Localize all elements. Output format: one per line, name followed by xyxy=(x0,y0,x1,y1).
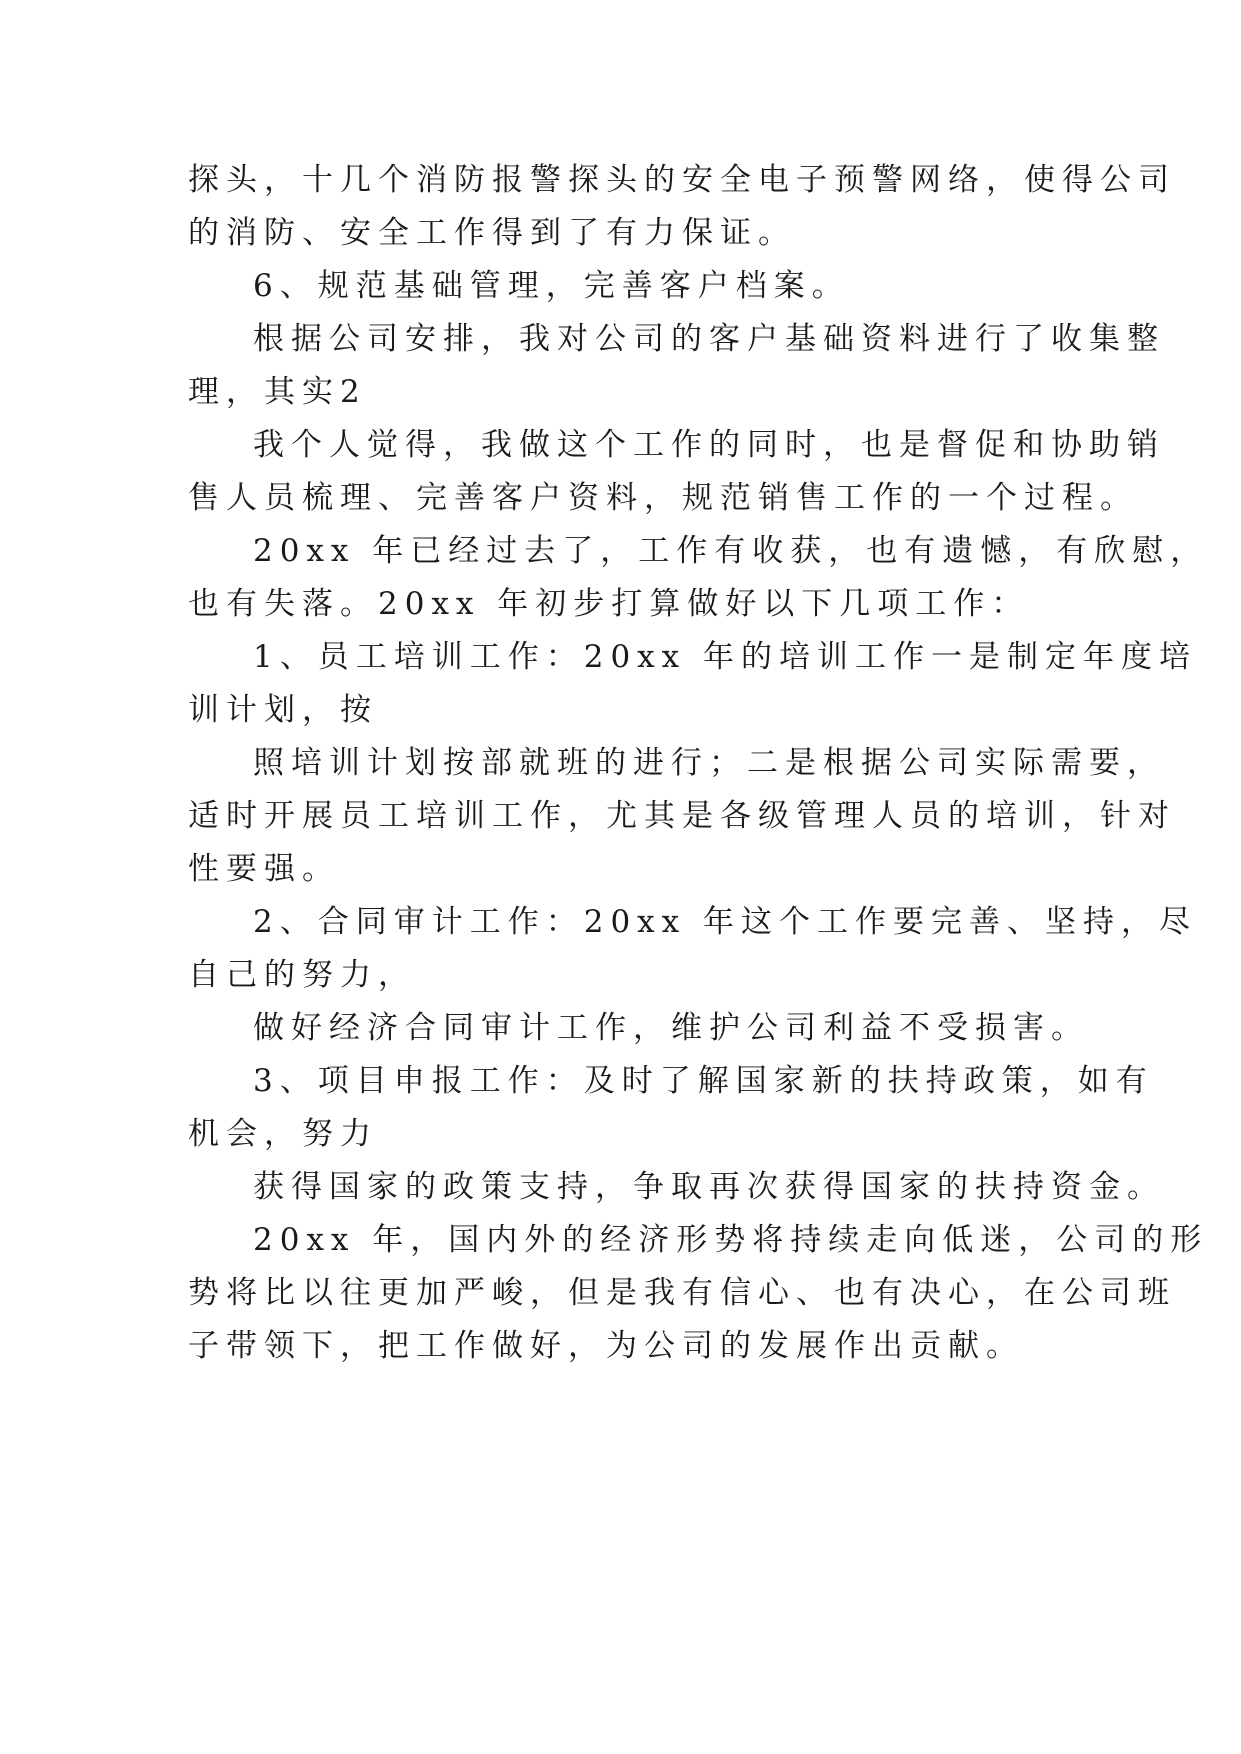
text-line-7: 售人员梳理、完善客户资料，规范销售工作的一个过程。 xyxy=(188,480,1138,516)
text-line-19: 机会，努力 xyxy=(188,1116,378,1152)
text-line-6: 我个人觉得，我做这个工作的同时，也是督促和协助销 xyxy=(253,427,1165,463)
text-line-4: 根据公司安排，我对公司的客户基础资料进行了收集整 xyxy=(253,321,1165,357)
text-line-14: 性要强。 xyxy=(188,851,340,887)
text-line-12: 照培训计划按部就班的进行；二是根据公司实际需要， xyxy=(253,745,1165,781)
text-line-20: 获得国家的政策支持，争取再次获得国家的扶持资金。 xyxy=(253,1169,1165,1205)
text-line-23: 子带领下，把工作做好，为公司的发展作出贡献。 xyxy=(188,1328,1024,1364)
text-line-17: 做好经济合同审计工作，维护公司利益不受损害。 xyxy=(253,1010,1089,1046)
text-line-15: 2、合同审计工作：20xx 年这个工作要完善、坚持，尽 xyxy=(253,904,1197,940)
text-line-10: 1、员工培训工作：20xx 年的培训工作一是制定年度培 xyxy=(253,639,1197,675)
text-line-18: 3、项目申报工作：及时了解国家新的扶持政策，如有 xyxy=(253,1063,1154,1099)
text-line-11: 训计划，按 xyxy=(188,692,378,728)
text-line-8: 20xx 年已经过去了，工作有收获，也有遗憾，有欣慰， xyxy=(253,533,1209,569)
text-line-16: 自己的努力， xyxy=(188,957,416,993)
text-line-2: 的消防、安全工作得到了有力保证。 xyxy=(188,215,796,251)
text-line-3: 6、规范基础管理，完善客户档案。 xyxy=(253,268,850,304)
text-line-13: 适时开展员工培训工作，尤其是各级管理人员的培训，针对 xyxy=(188,798,1176,834)
text-line-1: 探头，十几个消防报警探头的安全电子预警网络，使得公司 xyxy=(188,162,1176,198)
text-line-21: 20xx 年，国内外的经济形势将持续走向低迷，公司的形 xyxy=(253,1222,1209,1258)
text-line-5: 理，其实2 xyxy=(188,374,367,410)
text-line-9: 也有失落。20xx 年初步打算做好以下几项工作： xyxy=(188,586,1030,622)
text-line-22: 势将比以往更加严峻，但是我有信心、也有决心，在公司班 xyxy=(188,1275,1176,1311)
